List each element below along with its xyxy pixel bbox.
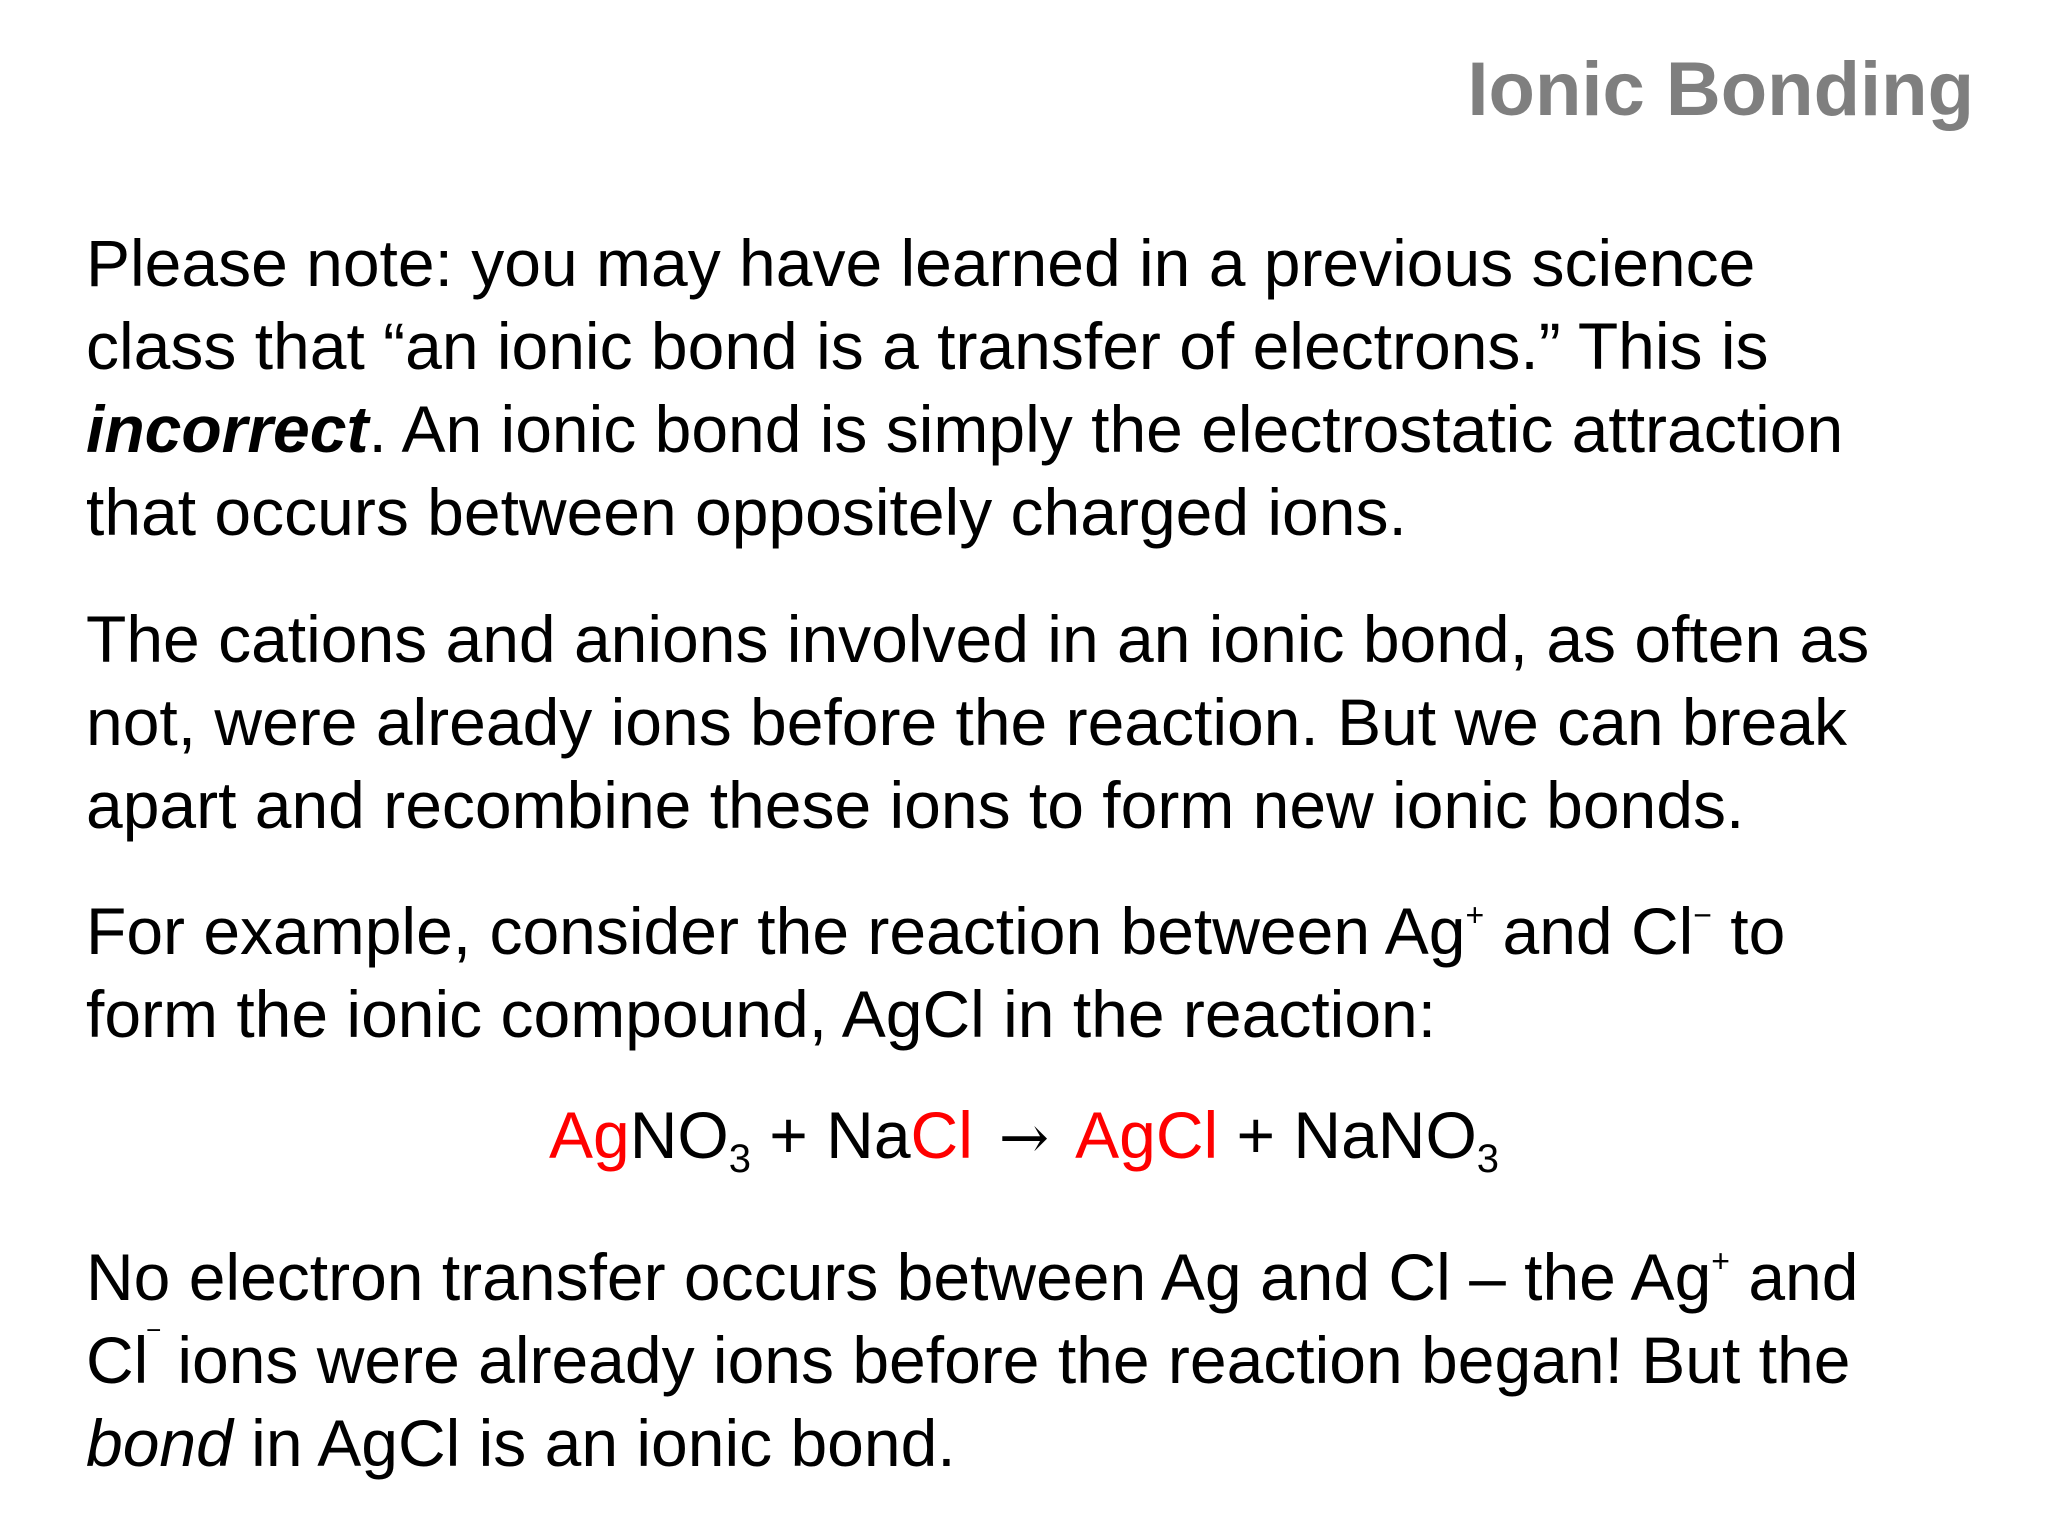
equation-ag: Ag xyxy=(548,1098,630,1172)
equation-cl: Cl xyxy=(910,1098,973,1172)
paragraph-note xyxy=(86,222,1986,554)
equation-plus-na: + Na xyxy=(750,1098,911,1172)
text-line: The cations and anions involved in an ionic bond, as often as xyxy=(86,602,1870,676)
text-segment: and xyxy=(1729,1240,1859,1314)
text-segment: For example, consider the reaction between Ag xyxy=(86,894,1466,968)
text-line xyxy=(86,388,1986,471)
chemical-equation xyxy=(0,1094,2048,1180)
text-segment: ions were already ions before the reaction began! But the xyxy=(158,1323,1851,1397)
text-segment: No electron transfer occurs between Ag and Cl – the Ag xyxy=(86,1240,1712,1314)
charge-superscript: + xyxy=(1465,897,1485,933)
text-segment: Cl xyxy=(86,1323,149,1397)
paragraph-cations xyxy=(86,598,1986,847)
emphasis-bond: bond xyxy=(86,1406,233,1480)
text-line: form the ionic compound, AgCl in the reaction: xyxy=(86,977,1437,1051)
text-line xyxy=(86,1319,1986,1402)
text-line: apart and recombine these ions to form new ionic bonds. xyxy=(86,768,1745,842)
equation-no: NO xyxy=(629,1098,729,1172)
text-line: class that “an ionic bond is a transfer of electrons.” This is xyxy=(86,309,1769,383)
text-segment: to xyxy=(1711,894,1786,968)
charge-superscript: + xyxy=(1711,1243,1730,1279)
subscript: 3 xyxy=(1476,1137,1500,1181)
equation-nano: + NaNO xyxy=(1218,1098,1477,1172)
text-segment: and Cl xyxy=(1484,894,1694,968)
reaction-arrow: → xyxy=(998,1103,1050,1173)
slide-title: Ionic Bonding xyxy=(1467,47,1974,132)
subscript: 3 xyxy=(728,1137,751,1181)
text-segment: in AgCl is an ionic bond. xyxy=(232,1406,956,1480)
emphasis-incorrect: incorrect xyxy=(86,392,369,466)
charge-superscript: ‾ xyxy=(148,1326,159,1362)
text-line: that occurs between oppositely charged ions. xyxy=(86,475,1407,549)
paragraph-example xyxy=(86,890,1986,1056)
text-line xyxy=(86,1402,1986,1485)
text-line xyxy=(86,1236,1986,1319)
text-segment: . An ionic bond is simply the electrostatic attraction xyxy=(368,392,1844,466)
text-line: Please note: you may have learned in a previous science xyxy=(86,226,1756,300)
equation-agcl: AgCl xyxy=(1075,1098,1219,1172)
text-line xyxy=(86,890,1986,973)
charge-superscript: − xyxy=(1693,897,1712,933)
text-line: not, were already ions before the reaction. But we can break xyxy=(86,685,1848,759)
paragraph-conclusion xyxy=(86,1236,1986,1485)
